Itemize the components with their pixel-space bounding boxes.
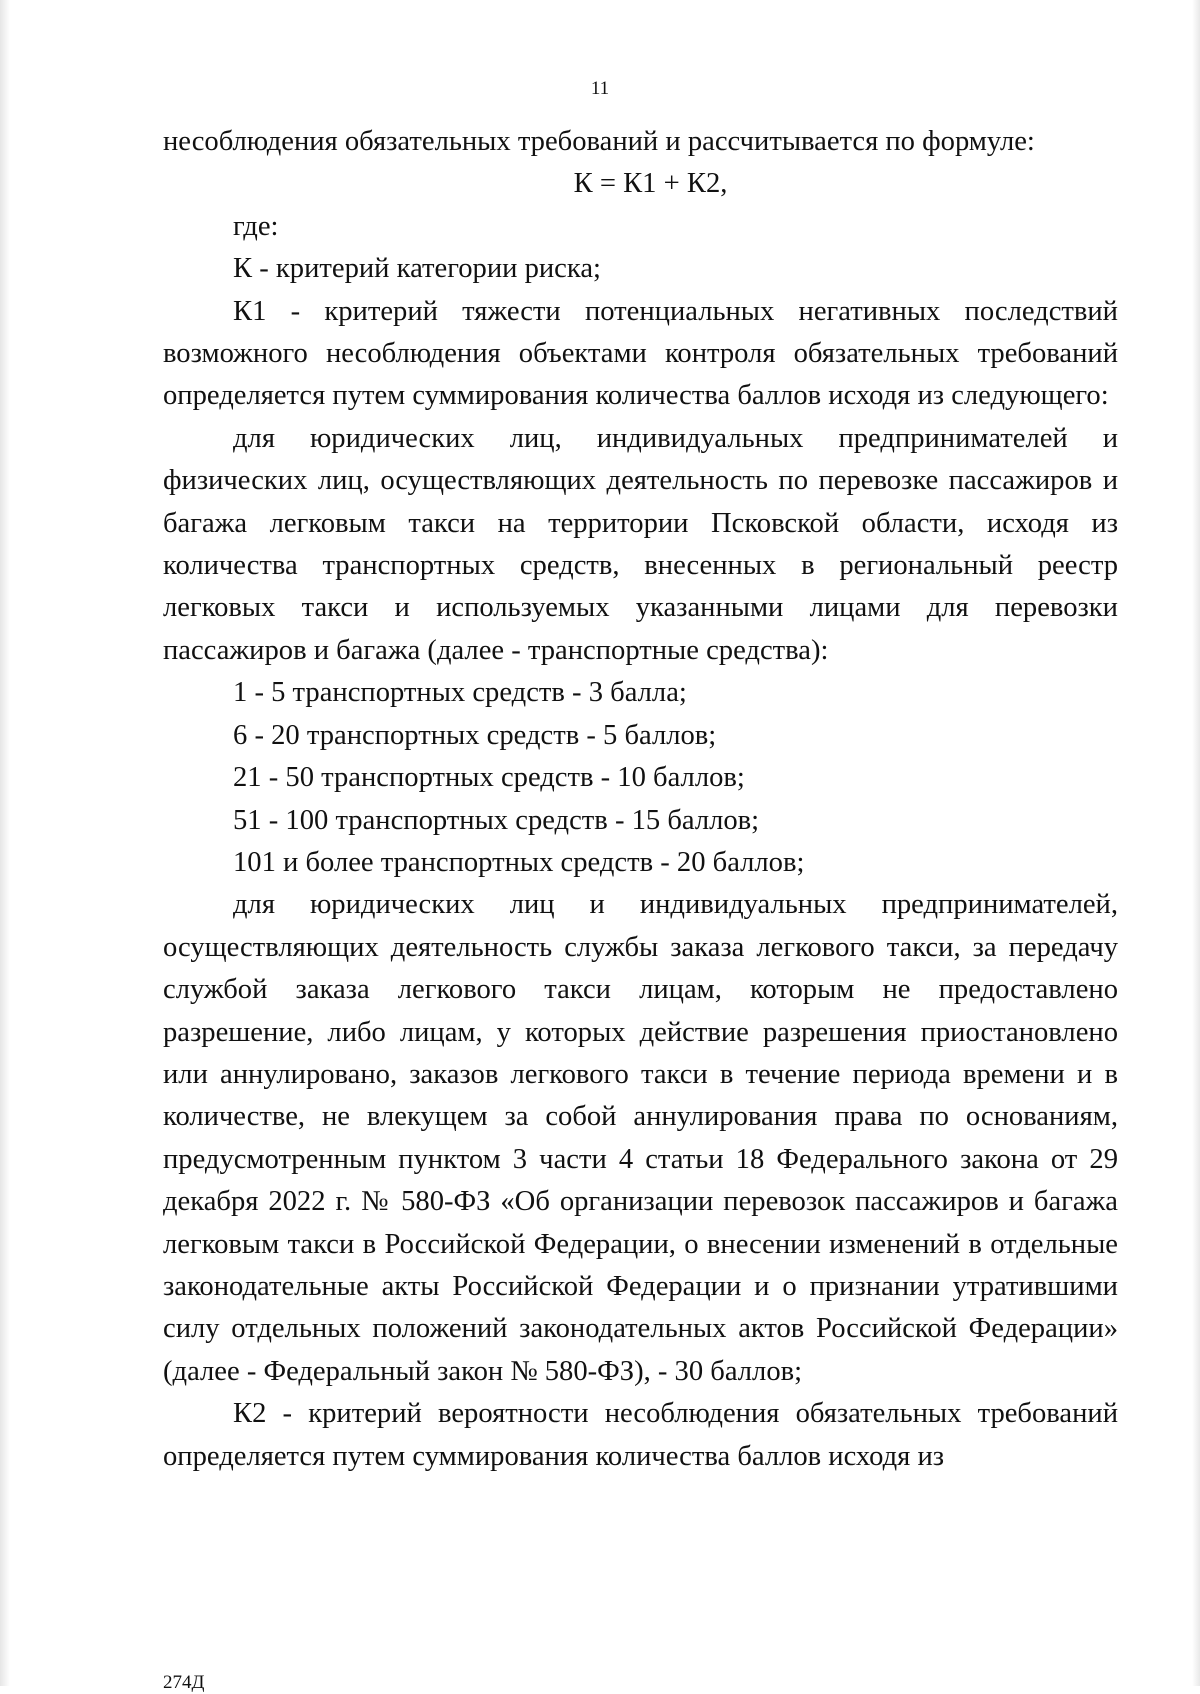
page-number: 11 bbox=[590, 78, 610, 99]
list-item-score-5: 101 и более транспортных средств - 20 баллов; bbox=[233, 846, 805, 878]
paragraph-taxi-carriers: для юридических лиц, индивидуальных предпринимателей и физических лиц, осуществляющих деятельность по перевозке пассажиров и багажа легковым такси на территории Псковской области, исходя из количества транспортных средств, внесенных в региональный реестр легковых такси и используемых указанными лицами для перевозки пассажиров и багажа (далее - транспортные средства): bbox=[163, 422, 1118, 666]
scan-left-edge bbox=[0, 0, 10, 1686]
list-item-score-2: 6 - 20 транспортных средств - 5 баллов; bbox=[233, 719, 717, 751]
list-item-score-1: 1 - 5 транспортных средств - 3 балла; bbox=[233, 677, 687, 709]
paragraph-where: где: bbox=[233, 210, 279, 242]
paragraph-dispatch-services: для юридических лиц и индивидуальных предпринимателей, осуществляющих деятельность службы заказа легкового такси, за передачу службой заказа легкового такси лицам, которым не предоставлено разрешение, либо лицам, у которых действие разрешения приостановлено или аннулировано, заказов легкового такси в течение периода времени и в количестве, не влекущем за собой аннулирования права по основаниям, предусмотренным пунктом 3 части 4 статьи 18 Федерального закона от 29 декабря 2022 г. № 580-ФЗ «Об организации перевозок пассажиров и багажа легковым такси в Российской Федерации, о внесении изменений в отдельные законодательные акты Российской Федерации и о признании утратившими силу отдельных положений законодательных актов Российской Федерации» (далее - Федеральный закон № 580-ФЗ), - 30 баллов; bbox=[163, 889, 1118, 1387]
list-item-score-4: 51 - 100 транспортных средств - 15 баллов; bbox=[233, 804, 760, 836]
formula: К = К1 + К2, bbox=[573, 168, 728, 200]
paragraph-k2-definition: К2 - критерий вероятности несоблюдения обязательных требований определяется путем суммирования количества баллов исходя из bbox=[163, 1398, 1118, 1472]
document-body bbox=[163, 121, 1118, 1478]
footer-document-code: 274Д bbox=[163, 1672, 205, 1693]
list-item-score-3: 21 - 50 транспортных средств - 10 баллов; bbox=[233, 762, 745, 794]
paragraph-k-definition: К - критерий категории риска; bbox=[233, 253, 601, 285]
paragraph-formula-intro: несоблюдения обязательных требований и рассчитывается по формуле: bbox=[163, 126, 1035, 157]
paragraph-k1-definition: К1 - критерий тяжести потенциальных негативных последствий возможного несоблюдения объектами контроля обязательных требований определяется путем суммирования количества баллов исходя из следующего: bbox=[163, 295, 1118, 412]
scan-right-edge bbox=[1192, 0, 1200, 1686]
